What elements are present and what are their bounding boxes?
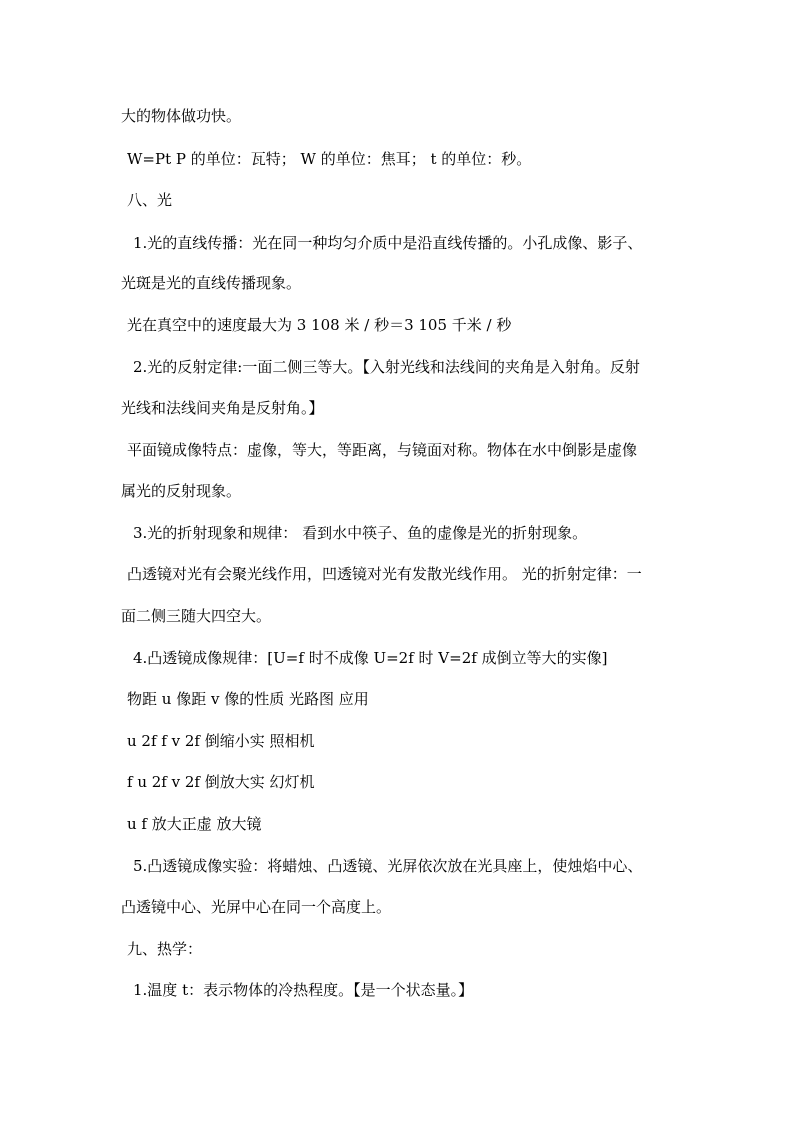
text-line: 1.光的直线传播：光在同一种均匀介质中是沿直线传播的。小孔成像、影子、 [133,234,643,252]
text-line: 平面镜成像特点：虚像，等大，等距离，与镜面对称。物体在水中倒影是虚像 [127,441,638,459]
text-line: 面二侧三随大四空大。 [121,607,272,625]
text-line: 凸透镜中心、光屏中心在同一个高度上。 [121,898,392,916]
text-line: 光在真空中的速度最大为 3 108 米 / 秒＝3 105 千米 / 秒 [127,316,512,334]
text-line: 属光的反射现象。 [121,482,242,500]
text-line: 1.温度 t：表示物体的冷热程度。【是一个状态量。】 [133,981,474,999]
table-row-line: u f 放大正虚 放大镜 [127,815,262,833]
table-header-line: 物距 u 像距 v 像的性质 光路图 应用 [127,690,369,708]
table-row-line: u 2f f v 2f 倒缩小实 照相机 [127,732,315,750]
section-heading: 九、热学： [127,940,203,958]
text-line: 光线和法线间夹角是反射角。】 [121,399,324,417]
text-line: 3.光的折射现象和规律： 看到水中筷子、鱼的虚像是光的折射现象。 [133,524,588,542]
text-line: 大的物体做功快。 [121,107,242,125]
text-line: W=Pt P 的单位：瓦特； W 的单位：焦耳； t 的单位：秒。 [127,150,532,168]
text-line: 4.凸透镜成像规律：[U=f 时不成像 U=2f 时 V=2f 成倒立等大的实像] [133,649,608,667]
text-line: 凸透镜对光有会聚光线作用，凹透镜对光有发散光线作用。 光的折射定律：一 [127,565,642,583]
text-line: 光斑是光的直线传播现象。 [121,274,302,292]
text-line: 5.凸透镜成像实验：将蜡烛、凸透镜、光屏依次放在光具座上，使烛焰中心、 [133,857,643,875]
table-row-line: f u 2f v 2f 倒放大实 幻灯机 [127,773,315,791]
text-line: 2.光的反射定律:一面二侧三等大。【入射光线和法线间的夹角是入射角。反射 [133,358,640,376]
section-heading: 八、光 [127,191,173,209]
